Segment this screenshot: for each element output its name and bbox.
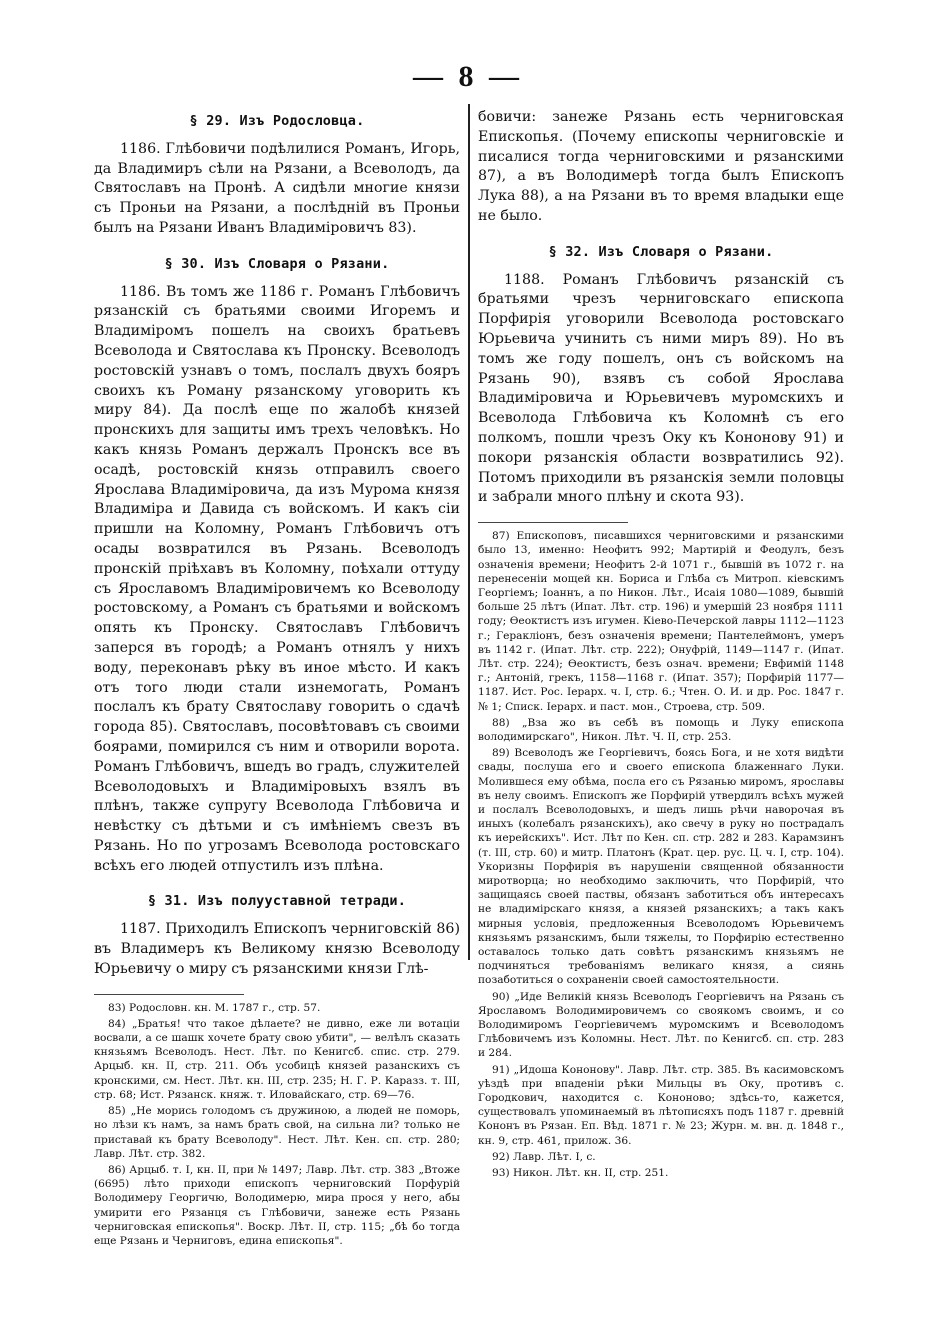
section-32-text: 1188. Романъ Глѣбовичъ рязанскій съ братьями чрезъ черниговскаго епископа Порфирія уговорили Всеволода ростовскаго Юрьевича учинить съ ними миръ 89). Но въ томъ же году пошелъ, онъ съ войскомъ на Рязань 90), взявъ съ собой Ярослава Владиміровича и Юрьевичевъ муромскихъ и Всеволода Глѣбовича къ Коломнѣ съ его полкомъ, пошли чрезъ Оку къ Кононову 91) и покори рязанскія области возвратились 92). Потомъ приходили въ рязанскія земли половцы и забрали много плѣну и скота 93). (478, 271, 844, 506)
left-column (94, 108, 460, 1250)
footnote-85: 85) „Не морись голодомъ съ дружиною, а людей не поморь, но лѣзи къ намъ, за намъ брать свой, на сильна ли? только не приставай къ брату Всеволоду". Нест. Лѣт. Кен. сп. стр. 280; Лавр. Лѣт. стр. 382. (94, 1105, 460, 1160)
footnote-87: 87) Епископовъ, писавшихся черниговскими и рязанскими было 13, именно: Неофитъ 992; Мартирій и Феодулъ, безъ означенія времени; Неофитъ 2-й 1071 г., бывшій въ 1072 г. на перенесеніи мощей кн. Бориса и Глѣба съ Митроп. кіевскимъ Георгіемъ; Іоаннъ, а по Никон. Лѣт., Исаія 1080—1089, бывшій больше 25 лѣтъ (Ипат. Лѣт. стр. 196) и умершій 23 ноября 1111 году; Ѳеоктистъ изъ игумен. Кіево-Печерской лавры 1112—1123 г.; Геракліонъ, безъ означенія времени; Пантелеймонъ, умеръ въ 1142 г. (Ипат. Лѣт. стр. 222); Онуфрій, 1149—1147 г. (Ипат. Лѣт. стр. 224); Ѳеоктистъ, безъ означ. времени; Евфимій 1148 г.; Антоній, грекъ, 1158—1168 г. (Ипат. 357); Порфирій 1177—1187. Ист. Рос. Іерарх. ч. I, стр. 6.; Чтен. О. И. и др. Рос. 1847 г. № 1; Списк. Іерарх. и паст. мон., Строева, стр. 509. (478, 530, 844, 713)
section-29-heading: § 29. Изъ Родословца. (189, 113, 365, 129)
section-31-text: 1187. Приходилъ Епископъ черниговскій 86) въ Владимеръ къ Великому князю Всеволоду Юрьевичу о миру съ рязанскими князи Глѣ- (94, 921, 460, 977)
section-31-continued-text: бовичи: занеже Рязань есть черниговская Епископья. (Почему епископы черниговскіе и писалися тогда черниговскими и рязанскими 87), а въ Володимерѣ тогда былъ Епископъ Лука 88), а на Рязани въ то время владыки еще не было. (478, 109, 844, 224)
footnote-92: 92) Лавр. Лѣт. I, с. (492, 1150, 596, 1163)
footnote-88: 88) „Вза жо въ себѣ въ помощь и Луку епископа володимирскаго", Никон. Лѣт. Ч. II, стр. 253. (478, 716, 844, 743)
footnote-90: 90) „Иде Великій князь Всеволодъ Георгіевичъ на Рязань съ Ярославомъ Володимировичемъ со своякомъ своимъ, и со Володимиромъ Георгіевичемъ муромскимъ и Всеволодомъ Глѣбовичемъ изъ Коломны. Нест. Лѣт. по Кенигсб. сп. стр. 283 и 284. (478, 990, 844, 1060)
section-31-heading: § 31. Изъ полууставной тетради. (147, 893, 407, 910)
section-29-text: 1186. Глѣбовичи подѣлилися Романъ, Игорь, да Владимиръ сѣли на Рязани, а Всеволодъ, да Святославъ на Пронѣ. А сидѣли многие князи съ Проньи на Рязани, а послѣдній въ Проньи былъ на Рязани Иванъ Владиміровичъ 83). (94, 140, 460, 236)
right-column (478, 108, 844, 1182)
footnote-89: 89) Всеволодъ же Георгіевичъ, боясь Бога, и не хотя видѣти свады, послуша его и своего епископа блаженнаго Луки. Молившеся ему обѣма, посла его съ Рязанью миромъ, ярославы въ нелу своимъ. Епископъ же Порфирій утвердилъ всѣхъ мужей и послалъ Всеволодовыхъ, и шедъ лишь рѣчи наворочая въ иныхъ (колебалъ рязанскихъ), ако свечу в руку но пострадалъ къ иерейскихъ". Ист. Лѣт по Кен. сп. стр. 282 и 283. Карамзинъ (т. III, стр. 60) и митр. Платонъ (Крат. цер. рус. Ц. ч. I, стр. 104). Укоризны Порфирія въ нарушеніи священной обязанности миротворца; но необходимо заключить, что Порфирій, что защищаясь своей паствы, обязанъ заботиться объ интересахъ не владимірскаго князя, а князей рязанскихъ; а такъ какъ мирныя условія, предложенныя Всеволодомъ Юрьевичемъ князьямъ рязанскимъ, были тяжелы, то Порфирію естественно оставалось только дать совѣтъ рязанскимъ князьямъ не подчиняться требованіямъ великаго князя, а сиянь позаботиться о сохраненіи своей самостоятельности. (478, 747, 844, 987)
page-number: — 8 — (413, 60, 523, 93)
section-32-heading: § 32. Изъ Словаря о Рязани. (548, 243, 774, 260)
footnote-93: 93) Никон. Лѣт. кн. II, стр. 251. (492, 1167, 669, 1180)
footnote-84: 84) „Братья! что такое дѣлаете? не дивно, еже ли вотаціи восвали, а се шашк хочете брату свою убити", — велѣлъ сказать князьямъ Всеволодъ. Нест. Лѣт. по Кенигсб. спис. стр. 279. Арцыб. кн. II, стр. 211. Объ усобицѣ князей разанскихъ съ кронскими, см. Нест. Лѣт. кн. III, стр. 235; Н. Г. Р. Каразз. т. III, стр. 68; Ист. Рязанск. княж. т. Иловайскаго, стр. 69—76. (94, 1017, 460, 1101)
footnote-rule (478, 522, 628, 523)
footnote-83: 83) Родословн. кн. М. 1787 г., стр. 57. (108, 1001, 321, 1014)
column-divider (468, 104, 470, 960)
footnote-86: 86) Арцыб. т. I, кн. II, при № 1497; Лавр. Лѣт. стр. 383 „Втоже (6695) лѣто приходи епископъ черниговский Порфурій Володимеру Георгичю, Володимерю, мира прося у него, абы умирити его Рязанця съ Глѣбовичи, занеже есть Рязань черниговская епископья". Воскр. Лѣт. II, стр. 115; „бѣ бо тогда еще Рязань и Черниговъ, едина епископья". (94, 1163, 460, 1247)
section-30-text: 1186. Въ томъ же 1186 г. Романъ Глѣбовичъ рязанскій съ братьями своими Игоремъ и Владиміромъ пошелъ на своихъ братьевъ Всеволода и Святослава къ Пронску. Всеволодъ ростовскій узнавъ о томъ, послалъ двухъ бояръ своихъ къ Роману рязанскому уговорить къ миру 84). Да послѣ еще по жалобѣ князей пронскихъ для защиты имъ трехъ человѣкъ. Но какъ князь Романъ держалъ Пронскъ все въ осадѣ, ростовскій князь отправилъ своего Ярослава Владиміровича, да изъ Мурома князя Владиміра и Давида съ войскомъ. И какъ сіи пришли на Коломну, Романъ Глѣбовичъ отъ осады возвратился въ Рязань. Всеволодъ пронскій пріѣхавъ въ Коломну, поѣхали оттуду съ Ярославомъ Владиміровичемъ ко Всеволоду ростовскому, а Романъ съ братьями и войскомъ опять къ Пронску. Святославъ Глѣбовичъ заперся въ городѣ; а Романъ отнялъ у нихъ воду, переконавъ рѣку въ иное мѣсто. И какъ отъ того люди стали изнемогать, Романъ послалъ къ брату Святославу говорить о сдачѣ города 85). Святославъ, посовѣтовавъ съ своими боярами, помирился съ ним и отворили ворота. Романъ Глѣбовичъ, вшедъ во градъ, служителей Всеволодовыхъ и Владиміровыхъ взялъ въ плѣнъ, также супругу Всеволода Глѣбовича и невѣстку съ дѣтьми и съ имѣніемъ свезъ въ Рязань. Но по угрозамъ Всеволода ростовскаго всѣхъ его людей отпустилъ изъ плѣна. (94, 283, 460, 874)
section-30-heading: § 30. Изъ Словаря о Рязани. (164, 255, 390, 272)
footnote-rule (94, 994, 244, 995)
footnote-91: 91) „Идоша Кононову". Лавр. Лѣт. стр. 385. Въ касимовскомъ уѣздѣ при впаденіи рѣки Мильцы въ Оку, противъ с. Городкович, находится с. Кононово; здѣсь-то, кажется, существовалъ упоминаемый въ лѣтописяхъ подъ 1187 г. древній Кононъ въ Рязан. Еп. Вѣд. 1871 г. № 23; Журн. м. вн. д. 1848 г., кн. 9, стр. 461, прилож. 36. (478, 1063, 844, 1147)
